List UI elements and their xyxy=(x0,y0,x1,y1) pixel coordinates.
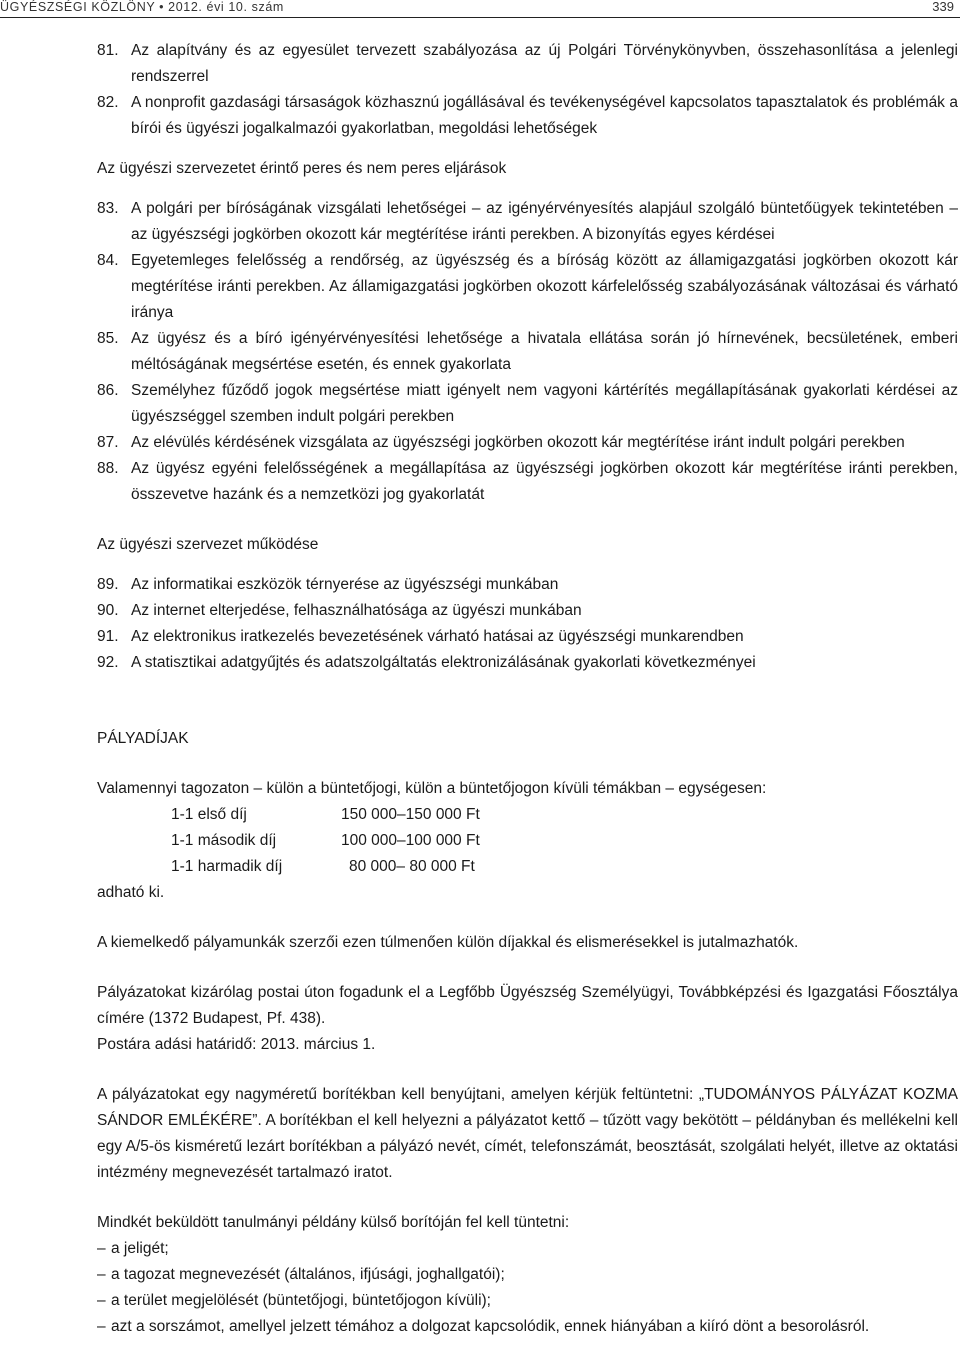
topic-text: A statisztikai adatgyűjtés és adatszolgáltatás elektronizálásának gyakorlati következményei xyxy=(131,654,756,671)
topic-text: A nonprofit gazdasági társaságok közhasznú jogállásával és tevékenységével kapcsolatos tapasztalatok és problémák a bírói és ügyészi jogalkalmazói gyakorlatban, megoldási lehetőségek xyxy=(131,94,958,137)
topic-item xyxy=(97,90,958,142)
topic-item xyxy=(97,38,958,90)
topic-number: 87. xyxy=(97,434,119,451)
dash-marker: – xyxy=(97,1240,106,1257)
topic-number: 92. xyxy=(97,654,119,671)
topic-text: Az alapítvány és az egyesület tervezett szabályozása az új Polgári Törvénykönyvben, összehasonlítása a jelenlegi rendszerrel xyxy=(131,42,958,85)
dash-list xyxy=(97,1236,958,1340)
topic-text: A polgári per bíróságának vizsgálati lehetőségei – az igényérvényesítés alapjául szolgáló büntetőügyek tekintetében – az ügyészségi jogkörben okozott kár megtérítése iránti perekben. A bizonyítás egyes kérdései xyxy=(131,200,958,243)
topic-item xyxy=(97,248,958,326)
outstanding-paragraph: A kiemelkedő pályamunkák szerzői ezen túlmenően külön díjakkal és elismerésekkel is jutalmazhatók. xyxy=(97,934,799,951)
header-rule xyxy=(0,17,960,18)
topic-text: Az ügyész és a bíró igényérvényesítési lehetősége a hivatala ellátása során jó hírnevének, becsületének, emberi méltóságának megsértése esetén, és ennek gyakorlata xyxy=(131,330,958,373)
topic-list-b xyxy=(97,196,958,508)
submission-paragraph: Pályázatokat kizárólag postai úton fogadunk el a Legfőbb Ügyészség Személyügyi, Továbbképzési és Igazgatási Főosztálya címére (1372 Budapest, Pf. 438). xyxy=(97,984,958,1027)
prize-row xyxy=(171,828,958,854)
topic-number: 90. xyxy=(97,602,119,619)
dash-list-item xyxy=(97,1314,958,1340)
prize-amount: 100 000–100 000 Ft xyxy=(341,832,480,849)
page-number: 339 xyxy=(932,0,954,14)
topic-item xyxy=(97,326,958,378)
topic-text: Egyetemleges felelősség a rendőrség, az ügyészség és a bíróság között az államigazgatási jogkörben okozott kár megtérítése iránti perekben. Az államigazgatási jogkörben okozott kárfelelősség szabályozásának változásai és várható iránya xyxy=(131,252,958,321)
section-heading: Az ügyészi szervezetet érintő peres és nem peres eljárások xyxy=(97,160,507,177)
topic-number: 91. xyxy=(97,628,119,645)
dash-item-text: a jeligét; xyxy=(111,1240,169,1257)
topic-number: 85. xyxy=(97,330,119,347)
topic-item xyxy=(97,196,958,248)
topic-list-c xyxy=(97,572,958,676)
dash-list-item xyxy=(97,1262,958,1288)
topic-text: Az internet elterjedése, felhasználhatósága az ügyészi munkában xyxy=(131,602,582,619)
section-heading: Az ügyészi szervezet működése xyxy=(97,536,319,553)
prizes-title: PÁLYADÍJAK xyxy=(97,730,189,747)
topic-item xyxy=(97,572,958,598)
page-content xyxy=(97,38,958,1340)
prize-row xyxy=(171,802,958,828)
topic-number: 83. xyxy=(97,200,119,217)
topic-item xyxy=(97,378,958,430)
dash-marker: – xyxy=(97,1292,106,1309)
journal-title: ÜGYÉSZSÉGI KÖZLÖNY • 2012. évi 10. szám xyxy=(0,0,284,14)
topic-item xyxy=(97,456,958,508)
topic-number: 82. xyxy=(97,94,119,111)
topic-item xyxy=(97,624,958,650)
topic-item xyxy=(97,650,958,676)
dash-item-text: azt a sorszámot, amellyel jelzett témához a dolgozat kapcsolódik, ennek hiányában a kiíró dönt a besorolásról. xyxy=(111,1318,870,1335)
deadline-paragraph: Postára adási határidő: 2013. március 1. xyxy=(97,1036,376,1053)
envelope-paragraph: A pályázatokat egy nagyméretű borítékban kell benyújtani, amelyen kérjük feltüntetni: „TUDOMÁNYOS PÁLYÁZAT KOZMA SÁNDOR EMLÉKÉRE”. A borítékban el kell helyezni a pályázatot kettő – tűzött vagy bekötött – példányban és mellékelni kell egy A/5-ös kisméretű lezárt borítékban a pályázó nevét, címét, telefonszámát, beosztását, szolgálati helyét, illetve az oktatási intézmény megnevezését tartalmazó iratot. xyxy=(97,1086,958,1181)
copies-paragraph: Mindkét beküldött tanulmányi példány külső borítóján fel kell tüntetni: xyxy=(97,1214,570,1231)
page-header xyxy=(0,0,960,17)
prize-label: 1-1 második díj xyxy=(171,832,277,849)
dash-marker: – xyxy=(97,1318,106,1335)
topic-number: 88. xyxy=(97,460,119,477)
prize-amount: 80 000– 80 000 Ft xyxy=(349,858,475,875)
prize-table xyxy=(97,802,958,880)
dash-list-item xyxy=(97,1288,958,1314)
topic-number: 84. xyxy=(97,252,119,269)
topic-number: 86. xyxy=(97,382,119,399)
topic-item xyxy=(97,598,958,624)
topic-number: 81. xyxy=(97,42,119,59)
topic-number: 89. xyxy=(97,576,119,593)
topic-item xyxy=(97,430,958,456)
dash-marker: – xyxy=(97,1266,106,1283)
topic-text: Személyhez fűződő jogok megsértése miatt igényelt nem vagyoni kártérítés megállapításának gyakorlati kérdései az ügyészséggel szemben indult polgári perekben xyxy=(131,382,958,425)
dash-item-text: a terület megjelölését (büntetőjogi, büntetőjogon kívüli); xyxy=(111,1292,491,1309)
topic-text: Az elévülés kérdésének vizsgálata az ügyészségi jogkörben okozott kár megtérítése iránt indult polgári perekben xyxy=(131,434,905,451)
topic-text: Az informatikai eszközök térnyerése az ügyészségi munkában xyxy=(131,576,559,593)
topic-list-a xyxy=(97,38,958,142)
prize-amount: 150 000–150 000 Ft xyxy=(341,806,480,823)
prize-label: 1-1 harmadik díj xyxy=(171,858,283,875)
topic-text: Az ügyész egyéni felelősségének a megállapítása az ügyészségi jogkörben okozott kár megtérítése iránti perekben, összevetve hazánk és a nemzetközi jog gyakorlatát xyxy=(131,460,958,503)
dash-list-item xyxy=(97,1236,958,1262)
prizes-outro: adható ki. xyxy=(97,884,165,901)
prize-label: 1-1 első díj xyxy=(171,806,247,823)
dash-item-text: a tagozat megnevezését (általános, ifjúsági, joghallgatói); xyxy=(111,1266,505,1283)
topic-text: Az elektronikus iratkezelés bevezetésének várható hatásai az ügyészségi munkarendben xyxy=(131,628,744,645)
prizes-intro: Valamennyi tagozaton – külön a büntetőjogi, külön a büntetőjogon kívüli témákban – egységesen: xyxy=(97,780,767,797)
prize-row xyxy=(171,854,958,880)
